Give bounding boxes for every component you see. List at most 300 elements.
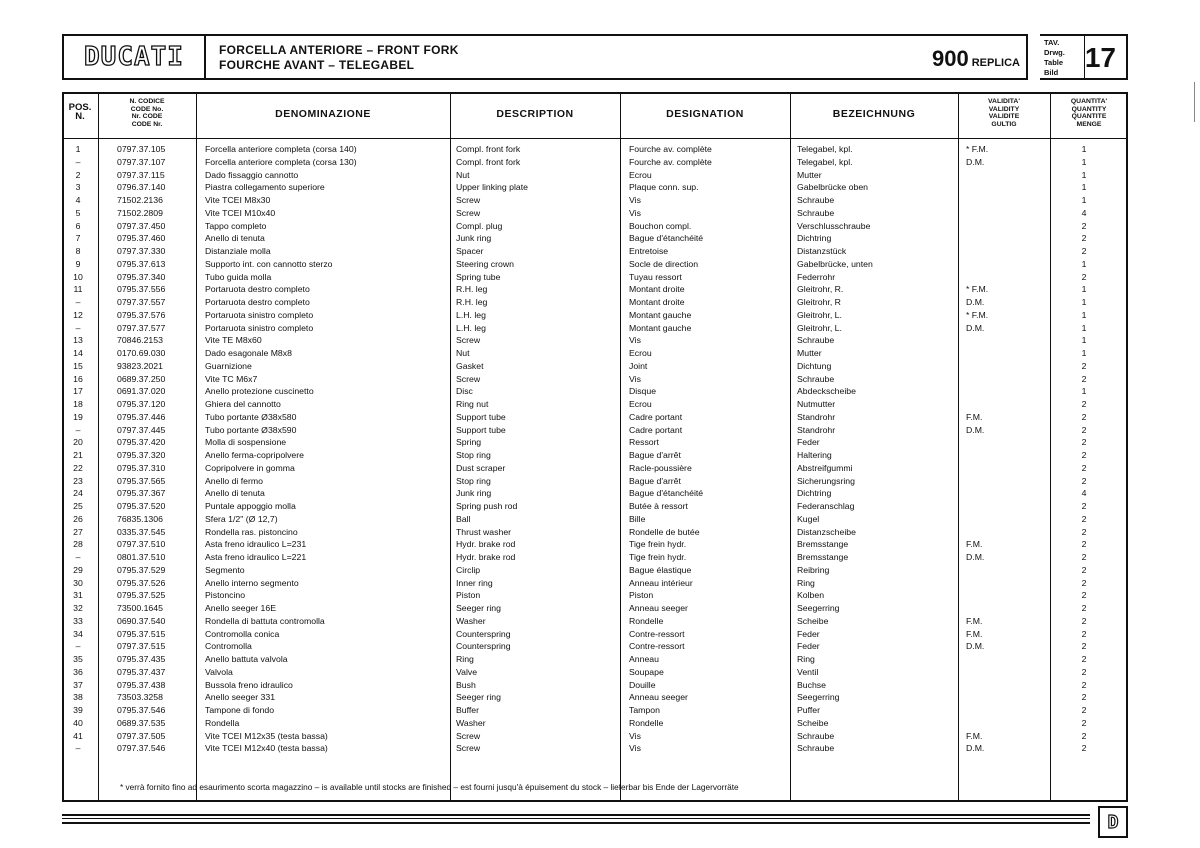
cell-it: Tappo completo [205, 220, 267, 231]
table-row [62, 182, 1128, 195]
cell-qty: 2 [1081, 743, 1087, 754]
cell-fr: Disque [629, 386, 657, 397]
table-row [62, 272, 1128, 285]
cell-it: Portaruota sinistro completo [205, 309, 314, 320]
cell-it: Dado esagonale M8x8 [205, 348, 292, 358]
cell-fr: Bille [629, 513, 646, 524]
cell-en: Buffer [456, 705, 480, 715]
cell-pos: 11 [73, 284, 83, 295]
cell-pos: 8 [75, 246, 81, 256]
cell-code: 0797.37.546 [117, 743, 166, 754]
cell-code: 0795.37.340 [117, 271, 166, 282]
cell-code: 0795.37.460 [117, 233, 166, 244]
cell-pos: 25 [73, 501, 83, 511]
cell-fr: Vis [629, 730, 641, 741]
cell-qty: 2 [1081, 233, 1087, 244]
cell-de: Dichtring [797, 233, 832, 244]
cell-de: Dichtung [797, 360, 832, 371]
cell-de: Ring [797, 654, 815, 664]
cell-en: Washer [456, 717, 486, 728]
cell-val: D.M. [966, 552, 985, 562]
table-row [62, 425, 1128, 438]
col-qty-line: MENGE [1076, 120, 1102, 128]
cell-code: 0795.37.310 [117, 462, 166, 473]
cell-code: 0335.37.545 [117, 526, 166, 537]
table-row [62, 705, 1128, 718]
cell-qty: 2 [1081, 590, 1087, 601]
cell-pos: 36 [73, 666, 83, 677]
cell-de: Mutter [797, 348, 822, 358]
table-row [62, 654, 1128, 667]
cell-pos: 40 [73, 717, 83, 728]
cell-de: Verschlusschraube [797, 220, 871, 231]
cell-code: 73503.3258 [117, 692, 163, 703]
cell-en: Ball [456, 513, 471, 524]
cell-pos: 39 [73, 705, 83, 715]
cell-val: D.M. [966, 641, 985, 652]
col-header-bezeichnung: BEZEICHNUNG [832, 108, 916, 120]
cell-qty: 2 [1081, 246, 1087, 256]
table-row [62, 399, 1128, 412]
cell-fr: Soupape [629, 666, 664, 677]
cell-de: Gleitrohr, R. [797, 284, 844, 295]
cell-de: Standrohr [797, 424, 836, 435]
cell-pos: 16 [73, 373, 83, 384]
drwg-label: Drwg. [1044, 48, 1065, 57]
table-row [62, 590, 1128, 603]
cell-it: Vite TCEI M12x40 (testa bassa) [205, 743, 328, 754]
cell-fr: Fourche av. complète [629, 156, 712, 167]
table-row [62, 246, 1128, 259]
cell-en: Support tube [456, 411, 506, 422]
cell-fr: Contre-ressort [629, 628, 685, 639]
cell-it: Tubo portante Ø38x590 [205, 424, 297, 435]
cell-it: Vite TCEI M8x30 [205, 195, 271, 205]
cell-code: 0797.37.445 [117, 424, 166, 435]
cell-pos: 14 [73, 348, 83, 358]
cell-code: 70846.2153 [117, 335, 163, 346]
cell-de: Standrohr [797, 411, 836, 422]
cell-fr: Ecrou [629, 169, 652, 180]
cell-pos: 20 [73, 437, 83, 448]
col-header-denominazione: DENOMINAZIONE [275, 108, 371, 120]
cell-val: * F.M. [966, 309, 989, 320]
cell-it: Piastra collegamento superiore [205, 182, 325, 193]
cell-code: 93823.2021 [117, 360, 163, 371]
cell-de: Schraube [797, 730, 835, 741]
cell-it: Rondella di battuta contromolla [205, 615, 325, 626]
cell-it: Asta freno idraulico L=231 [205, 539, 307, 550]
cell-qty: 2 [1081, 564, 1087, 575]
cell-qty: 2 [1081, 705, 1087, 715]
cell-fr: Plaque conn. sup. [629, 182, 699, 193]
cell-de: Distanzscheibe [797, 526, 856, 537]
cell-en: Valve [456, 666, 478, 677]
cell-it: Portaruota destro completo [205, 297, 310, 307]
end-logo: D [1098, 806, 1128, 838]
cell-qty: 2 [1081, 437, 1087, 448]
col-header-pos [62, 104, 98, 121]
cell-de: Gabelbrücke, unten [797, 258, 873, 269]
cell-qty: 1 [1081, 156, 1087, 167]
cell-en: Circlip [456, 564, 481, 575]
cell-en: Compl. front fork [456, 156, 521, 167]
cell-fr: Piston [629, 590, 654, 601]
cell-fr: Montant gauche [629, 322, 692, 333]
cell-en: Support tube [456, 424, 506, 435]
cell-de: Buchse [797, 679, 826, 690]
cell-qty: 2 [1081, 679, 1087, 690]
cell-code: 71502.2136 [117, 195, 163, 205]
cell-code: 0795.37.120 [117, 399, 166, 409]
cell-qty: 2 [1081, 271, 1087, 282]
table-row [62, 743, 1128, 756]
table-row [62, 157, 1128, 170]
col-header-designation: DESIGNATION [666, 108, 744, 120]
cell-de: Gleitrohr, R [797, 297, 841, 307]
cell-code: 0691.37.020 [117, 386, 166, 397]
cell-val: F.M. [966, 411, 983, 422]
col-pos-line: POS. [68, 102, 92, 113]
cell-code: 0795.37.515 [117, 628, 166, 639]
cell-fr: Butée à ressort [629, 501, 688, 511]
cell-code: 76835.1306 [117, 513, 163, 524]
cell-it: Contromolla conica [205, 628, 280, 639]
cell-en: Compl. plug [456, 220, 503, 231]
cell-qty: 2 [1081, 730, 1087, 741]
cell-code: 0689.37.535 [117, 717, 166, 728]
cell-de: Dichtring [797, 488, 832, 499]
cell-fr: Joint [629, 360, 648, 371]
cell-code: 0690.37.540 [117, 615, 166, 626]
table-row [62, 463, 1128, 476]
cell-it: Supporto int. con cannotto sterzo [205, 258, 333, 269]
cell-fr: Vis [629, 743, 641, 754]
bild-label: Bild [1044, 68, 1059, 77]
table-row [62, 641, 1128, 654]
table-row [62, 527, 1128, 540]
cell-pos: 15 [73, 360, 83, 371]
cell-code: 0795.37.438 [117, 679, 166, 690]
cell-code: 0795.37.556 [117, 284, 166, 295]
cell-qty: 1 [1081, 195, 1087, 205]
table-row [62, 578, 1128, 591]
model-label [932, 46, 1020, 72]
col-qty-line: QUANTITY [1071, 105, 1107, 113]
cell-val: D.M. [966, 424, 985, 435]
cell-en: L.H. leg [456, 322, 486, 333]
cell-en: Screw [456, 335, 481, 346]
cell-it: Vite TE M8x60 [205, 335, 262, 346]
cell-it: Tubo portante Ø38x580 [205, 411, 297, 422]
cell-qty: 2 [1081, 666, 1087, 677]
table-row [62, 361, 1128, 374]
cell-fr: Vis [629, 335, 641, 346]
cell-pos: 32 [73, 603, 83, 613]
cell-code: 0795.37.565 [117, 475, 166, 486]
cell-de: Telegabel, kpl. [797, 156, 853, 167]
table-row [62, 692, 1128, 705]
table-row [62, 616, 1128, 629]
cell-qty: 2 [1081, 641, 1087, 652]
cell-it: Portaruota destro completo [205, 284, 310, 295]
cell-pos: 6 [75, 220, 81, 231]
col-validity-line: VALIDITY [988, 105, 1020, 113]
cell-it: Anello di tenuta [205, 488, 265, 499]
cell-pos: 5 [75, 207, 81, 218]
cell-val: D.M. [966, 322, 985, 333]
cell-pos: 22 [73, 462, 83, 473]
cell-qty: 2 [1081, 373, 1087, 384]
cell-it: Ghiera del cannotto [205, 399, 281, 409]
cell-code: 0797.37.105 [117, 144, 166, 154]
cell-it: Contromolla [205, 641, 252, 652]
cell-fr: Bague d'étanchéité [629, 488, 704, 499]
table-number: 17 [1084, 42, 1116, 73]
cell-it: Vite TC M6x7 [205, 373, 258, 384]
cell-de: Gleitrohr, L. [797, 309, 842, 320]
cell-pos: – [75, 322, 81, 333]
table-number-labels [1044, 38, 1065, 78]
cell-en: Spring push rod [456, 501, 518, 511]
cell-fr: Rondelle [629, 717, 664, 728]
cell-pos: 23 [73, 475, 83, 486]
cell-code: 0795.37.526 [117, 577, 166, 588]
table-row [62, 233, 1128, 246]
cell-fr: Bouchon compl. [629, 220, 692, 231]
cell-it: Dado fissaggio cannotto [205, 169, 299, 180]
cell-val: F.M. [966, 615, 983, 626]
cell-it: Puntale appoggio molla [205, 501, 296, 511]
cell-qty: 2 [1081, 615, 1087, 626]
title-line-2: FOURCHE AVANT – TELEGABEL [219, 58, 415, 72]
cell-it: Tubo guida molla [205, 271, 272, 282]
cell-val: D.M. [966, 297, 985, 307]
cell-en: Junk ring [456, 233, 492, 244]
cell-it: Molla di sospensione [205, 437, 287, 448]
cell-pos: 4 [75, 195, 81, 205]
cell-qty: 2 [1081, 717, 1087, 728]
cell-de: Nutmutter [797, 399, 836, 409]
cell-code: 0797.37.505 [117, 730, 166, 741]
cell-it: Bussola freno idraulico [205, 679, 293, 690]
cell-de: Schraube [797, 743, 835, 754]
cell-it: Guarnizione [205, 360, 252, 371]
cell-en: Seeger ring [456, 603, 501, 613]
table-row [62, 259, 1128, 272]
cell-it: Anello battuta valvola [205, 654, 288, 664]
model-number: 900 [932, 46, 969, 71]
cell-fr: Rondelle [629, 615, 664, 626]
col-code-line: Nr. CODE [131, 113, 163, 120]
cell-it: Vite TCEI M10x40 [205, 207, 276, 218]
cell-code: 0795.37.420 [117, 437, 166, 448]
cell-pos: – [75, 156, 81, 167]
cell-en: Screw [456, 730, 481, 741]
cell-it: Anello protezione cuscinetto [205, 386, 314, 397]
table-row [62, 310, 1128, 323]
cell-de: Federanschlag [797, 501, 855, 511]
cell-code: 0795.37.320 [117, 450, 166, 460]
cell-qty: 1 [1081, 144, 1087, 154]
cell-de: Feder [797, 628, 820, 639]
cell-pos: 33 [73, 615, 83, 626]
cell-de: Federrohr [797, 271, 836, 282]
cell-it: Tampone di fondo [205, 705, 275, 715]
table-row [62, 603, 1128, 616]
cell-en: Disc [456, 386, 473, 397]
cell-en: Junk ring [456, 488, 492, 499]
cell-pos: 18 [73, 399, 83, 409]
footnote: * verrà fornito fino ad esaurimento scorta magazzino – is available until stocks are finished – est fourni jusqu'à épuisement du stock – lieferbar bis Ende der Lagervorräte [120, 782, 739, 792]
cell-en: Spacer [456, 246, 484, 256]
cell-pos: 37 [73, 679, 83, 690]
cell-de: Scheibe [797, 615, 829, 626]
cell-code: 0797.37.107 [117, 156, 166, 167]
cell-code: 0797.37.577 [117, 322, 166, 333]
cell-it: Segmento [205, 564, 245, 575]
col-header-description: DESCRIPTION [496, 108, 574, 120]
cell-fr: Anneau seeger [629, 692, 688, 703]
cell-qty: 2 [1081, 603, 1087, 613]
cell-de: Bremsstange [797, 539, 849, 550]
cell-code: 0795.37.435 [117, 654, 166, 664]
cell-val: D.M. [966, 743, 985, 754]
cell-en: Screw [456, 195, 481, 205]
cell-fr: Montant gauche [629, 309, 692, 320]
col-code-line: N. CODICE [129, 98, 165, 105]
tav-label: TAV. [1044, 38, 1060, 47]
cell-fr: Ressort [629, 437, 659, 448]
cell-code: 0795.37.546 [117, 705, 166, 715]
cell-en: Washer [456, 615, 486, 626]
cell-de: Feder [797, 437, 820, 448]
cell-qty: 2 [1081, 513, 1087, 524]
cell-pos: 35 [73, 654, 83, 664]
ducati-logo-box [64, 36, 206, 78]
cell-code: 0797.37.510 [117, 539, 166, 550]
cell-de: Schraube [797, 207, 835, 218]
col-validity-line: GULTIG [991, 120, 1017, 128]
cell-fr: Racle-poussière [629, 462, 692, 473]
cell-en: R.H. leg [456, 297, 488, 307]
cell-qty: 1 [1081, 297, 1087, 307]
cell-de: Puffer [797, 705, 821, 715]
table-row [62, 335, 1128, 348]
cell-de: Ventil [797, 666, 819, 677]
cell-qty: 1 [1081, 169, 1087, 180]
cell-de: Seegerring [797, 603, 840, 613]
cell-pos: 28 [73, 539, 83, 550]
cell-pos: 19 [73, 411, 83, 422]
cell-code: 73500.1645 [117, 603, 163, 613]
cell-fr: Vis [629, 373, 641, 384]
cell-code: 0795.37.437 [117, 666, 166, 677]
cell-qty: 2 [1081, 360, 1087, 371]
cell-qty: 1 [1081, 309, 1087, 320]
table-row [62, 731, 1128, 744]
cell-en: Dust scraper [456, 462, 506, 473]
cell-en: Seeger ring [456, 692, 501, 703]
cell-fr: Anneau intérieur [629, 577, 693, 588]
cell-qty: 2 [1081, 462, 1087, 473]
cell-fr: Montant droite [629, 284, 685, 295]
cell-it: Anello seeger 16E [205, 603, 276, 613]
cell-fr: Contre-ressort [629, 641, 685, 652]
cell-qty: 2 [1081, 654, 1087, 664]
cell-pos: 7 [75, 233, 81, 244]
cell-en: Compl. front fork [456, 144, 521, 154]
cell-en: Piston [456, 590, 481, 601]
cell-it: Anello di tenuta [205, 233, 265, 244]
cell-fr: Fourche av. complète [629, 144, 712, 154]
cell-fr: Ecrou [629, 348, 652, 358]
cell-qty: 2 [1081, 526, 1087, 537]
cell-code: 0795.37.525 [117, 590, 166, 601]
cell-fr: Douille [629, 679, 656, 690]
cell-fr: Vis [629, 207, 641, 218]
cell-it: Copripolvere in gomma [205, 462, 295, 473]
table-row [62, 680, 1128, 693]
cell-it: Anello interno segmento [205, 577, 299, 588]
cell-pos: 31 [73, 590, 83, 601]
cell-val: * F.M. [966, 284, 989, 295]
cell-de: Haltering [797, 450, 832, 460]
cell-pos: – [75, 641, 81, 652]
table-row [62, 501, 1128, 514]
col-header-quantity [1050, 98, 1128, 128]
cell-it: Pistoncino [205, 590, 246, 601]
cell-code: 0796.37.140 [117, 182, 166, 193]
cell-qty: 2 [1081, 450, 1087, 460]
cell-en: L.H. leg [456, 309, 486, 320]
cell-fr: Vis [629, 195, 641, 205]
table-row [62, 374, 1128, 387]
cell-code: 0797.37.515 [117, 641, 166, 652]
cell-en: Thrust washer [456, 526, 512, 537]
cell-pos: 38 [73, 692, 83, 703]
cell-en: Spring [456, 437, 482, 448]
cell-val: F.M. [966, 730, 983, 741]
cell-qty: 1 [1081, 284, 1087, 295]
cell-fr: Cadre portant [629, 424, 683, 435]
cell-code: 0797.37.330 [117, 246, 166, 256]
cell-code: 0797.37.450 [117, 220, 166, 231]
cell-de: Feder [797, 641, 820, 652]
table-row [62, 323, 1128, 336]
cell-fr: Anneau seeger [629, 603, 688, 613]
cell-fr: Rondelle de butée [629, 526, 700, 537]
cell-qty: 4 [1081, 207, 1087, 218]
cell-en: Screw [456, 207, 481, 218]
cell-fr: Socle de direction [629, 258, 699, 269]
table-row [62, 476, 1128, 489]
cell-it: Sfera 1/2" (Ø 12,7) [205, 513, 278, 524]
cell-code: 0795.37.576 [117, 309, 166, 320]
cell-code: 0795.37.520 [117, 501, 166, 511]
cell-de: Schraube [797, 335, 835, 346]
cell-it: Anello seeger 331 [205, 692, 276, 703]
cell-pos: – [75, 424, 81, 435]
cell-qty: 1 [1081, 348, 1087, 358]
cell-en: Counterspring [456, 641, 511, 652]
cell-de: Kugel [797, 513, 820, 524]
cell-qty: 1 [1081, 182, 1087, 193]
table-row [62, 221, 1128, 234]
table-row [62, 386, 1128, 399]
cell-fr: Cadre portant [629, 411, 683, 422]
cell-qty: 2 [1081, 475, 1087, 486]
